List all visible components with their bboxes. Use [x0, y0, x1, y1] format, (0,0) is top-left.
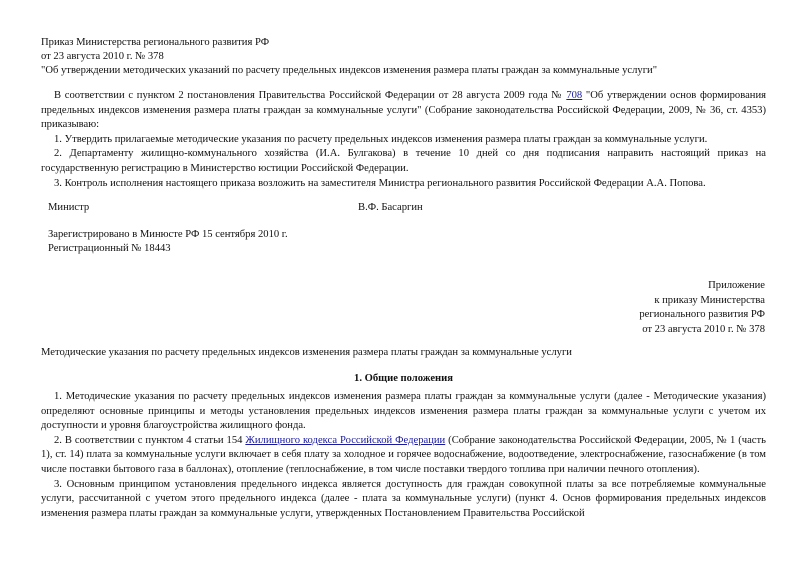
section-paragraph-2 [41, 434, 766, 478]
intro-text-before: В соответствии с пунктом 2 постановления Правительства Российской Федерации от 28 августа 2009 года № [54, 90, 567, 101]
appendix-line-3: регионального развития РФ [639, 309, 765, 321]
registration-line-2: Регистрационный № 18443 [48, 243, 171, 254]
p2-text-after: (Собрание законодательства Российской Федерации, 2005, № 1 (часть 1), ст. 14) плата за коммунальные услуги включает в себя плату за холодное и горячее водоснабжение, водоотведение, электроснабжение, газоснабжение (в том числе поставки бытового газа в баллонах), отопление (теплоснабжение, в том числе поставки твердого топлива при наличии печного отопления). [41, 434, 766, 475]
section-paragraph-1: 1. Методические указания по расчету предельных индексов изменения размера платы граждан за коммунальные услуги (далее - Методические указания) определяют основные принципы и методы установления предельных индексов изменения размера платы граждан за коммунальные услуги с учетом их доступности и уровня благоустройства жилищного фонда. [41, 391, 766, 432]
appendix-line-1: Приложение [708, 280, 765, 291]
appendix-line-2: к приказу Министерства [654, 294, 765, 306]
section-body [41, 390, 766, 521]
header-line-2: от 23 августа 2010 г. № 378 [41, 51, 164, 62]
header-line-1: Приказ Министерства регионального развития РФ [41, 37, 270, 48]
appendix-block [639, 279, 765, 337]
signature-title: Министр [48, 202, 90, 213]
registration-line-1: Зарегистрировано в Минюсте РФ 15 сентября 2010 г. [48, 229, 288, 240]
intro-block [41, 89, 766, 191]
header-line-3: "Об утверждении методических указаний по расчету предельных индексов изменения размера платы граждан за коммунальные услуги" [41, 65, 658, 76]
doc-title: Методические указания по расчету предельных индексов изменения размера платы граждан за коммунальные услуги [41, 347, 572, 358]
p2-text-before: 2. В соответствии с пунктом 4 статьи 154 [54, 434, 246, 446]
appendix-line-4: от 23 августа 2010 г. № 378 [642, 323, 765, 335]
decree-708-link[interactable]: 708 [566, 90, 583, 101]
intro-text-after: "Об утверждении основ формирования предельных индексов изменения размера платы граждан за коммунальные услуги" (Собрание законодательства Российской Федерации, 2009, № 36, ст. 4353) приказываю: [41, 90, 766, 131]
signature-name: В.Ф. Басаргин [358, 202, 423, 213]
order-item-2: 2. Департаменту жилищно-коммунального хозяйства (И.А. Булгакова) в течение 10 дней со дня подписания направить настоящий приказ на государственную регистрацию в Министерство юстиции Российской Федерации. [41, 148, 766, 174]
order-item-3: 3. Контроль исполнения настоящего приказа возложить на заместителя Министра регионального развития Российской Федерации А.А. Попова. [54, 177, 706, 189]
order-item-1: 1. Утвердить прилагаемые методические указания по расчету предельных индексов изменения размера платы граждан за коммунальные услуги. [54, 133, 708, 145]
section-heading: 1. Общие положения [354, 373, 453, 384]
section-paragraph-3: 3. Основным принципом установления предельного индекса является доступность для граждан совокупной платы за все потребляемые коммунальные услуги, рассчитанной с учетом этого предельного индекса (далее - плата за коммунальные услуги) (пункт 4. Основ формирования предельных индексов изменения размера платы граждан за коммунальные услуги, утвержденных Постановлением Правительства Российской [41, 478, 766, 519]
intro-paragraph [41, 89, 766, 133]
housing-code-link[interactable]: Жилищного кодекса Российской Федерации [245, 434, 446, 446]
